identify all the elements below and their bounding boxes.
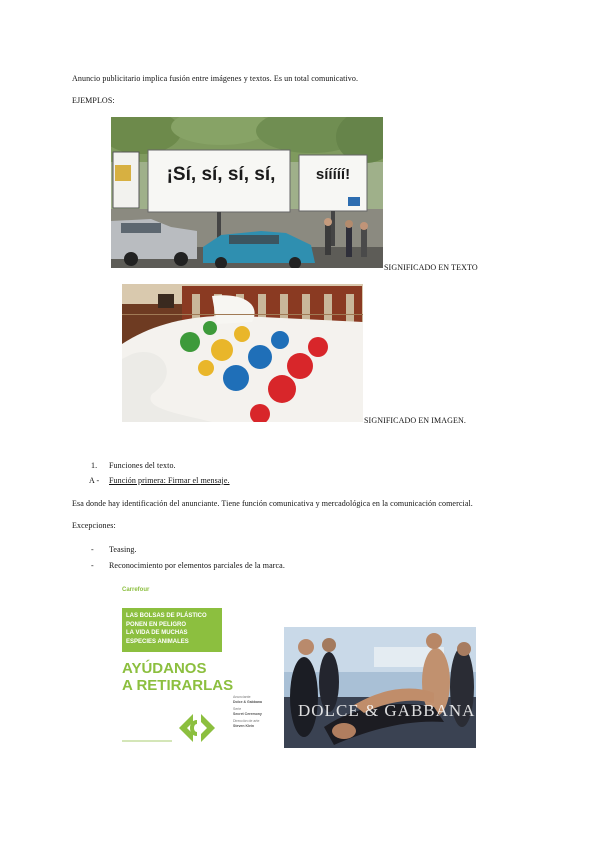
credit-value: Dolce & Gabbana	[233, 699, 262, 704]
carrefour-box-line: ESPECIES ANIMALES	[126, 638, 189, 645]
caption-image: SIGNIFICADO EN IMAGEN.	[364, 416, 466, 425]
twister-bed-photo	[122, 284, 363, 422]
bullet-teasing: Teasing.	[109, 545, 137, 554]
billboard-photo	[111, 117, 383, 268]
examples-heading: EJEMPLOS:	[72, 96, 115, 105]
bullet-recognition: Reconocimiento por elementos parciales de la marca.	[109, 561, 285, 570]
credit-value: Secret Ceremony	[233, 711, 262, 716]
list-num-a: A -	[89, 476, 100, 485]
carrefour-headline-1: AYÚDANOS	[122, 660, 207, 677]
carrefour-headline-2: A RETIRARLAS	[122, 677, 234, 694]
carrefour-box-line: PONEN EN PELIGRO	[126, 621, 187, 628]
carrefour-box-line: LA VIDA DE MUCHAS	[126, 630, 188, 636]
billboard-right-text: sííííí!	[315, 166, 351, 183]
carrefour-green-box	[122, 608, 222, 652]
paragraph-signature: Esa donde hay identificación del anunciante. Tiene función comunicativa y mercadológica en la comunicación comercial.	[72, 499, 473, 508]
dg-logo-text: DOLCE & GABBANA	[298, 701, 476, 720]
credit-label: Dirección de arte	[233, 719, 260, 723]
list-num-1: 1.	[91, 461, 98, 470]
carrefour-footer-line	[122, 740, 172, 742]
bullet-mark: -	[91, 545, 94, 554]
carrefour-ad	[119, 584, 279, 750]
list-item-functions: Funciones del texto.	[109, 461, 176, 470]
credit-label: Serie	[233, 707, 242, 711]
billboard-left-text: ¡Sí, sí, sí, sí,	[166, 164, 276, 185]
credit-label: Anunciante	[233, 695, 251, 699]
intro-text: Anuncio publicitario implica fusión entre imágenes y textos. Es un total comunicativo.	[72, 74, 359, 83]
exceptions-heading: Excepciones:	[72, 521, 116, 530]
credit-value: Steven Klein	[233, 723, 255, 728]
list-item-first-function: Función primera: Firmar el mensaje.	[109, 476, 230, 485]
carrefour-logo-icon	[175, 712, 219, 744]
caption-text: SIGNIFICADO EN TEXTO	[384, 263, 478, 272]
carrefour-brand-label: Carrefour	[122, 587, 150, 593]
bullet-mark: -	[91, 561, 94, 570]
carrefour-box-line: LAS BOLSAS DE PLÁSTICO	[126, 613, 207, 619]
dolce-gabbana-ad	[284, 627, 476, 748]
